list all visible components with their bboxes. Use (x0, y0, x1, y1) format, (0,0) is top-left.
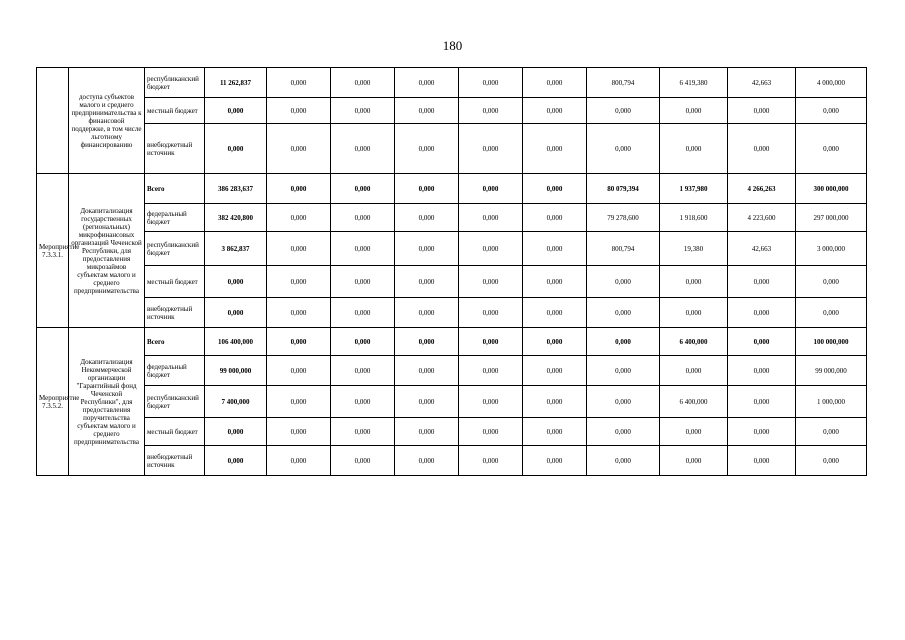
total-cell: 0,000 (205, 124, 267, 174)
value-cell: 0,000 (587, 266, 660, 298)
value-cell: 0,000 (587, 124, 660, 174)
value-cell: 0,000 (523, 298, 587, 328)
value-cell: 0,000 (523, 124, 587, 174)
total-cell: 0,000 (205, 298, 267, 328)
value-cell: 0,000 (728, 124, 796, 174)
funding-source-cell: внебюджетный источник (145, 124, 205, 174)
value-cell: 0,000 (331, 68, 395, 98)
value-cell: 0,000 (459, 418, 523, 446)
value-cell: 0,000 (459, 298, 523, 328)
value-cell: 0,000 (395, 204, 459, 232)
value-cell: 1 918,600 (660, 204, 728, 232)
value-cell: 0,000 (395, 328, 459, 356)
measure-cell (37, 68, 69, 174)
value-cell: 0,000 (395, 386, 459, 418)
value-cell: 0,000 (523, 356, 587, 386)
value-cell: 0,000 (395, 418, 459, 446)
value-cell: 4 223,600 (728, 204, 796, 232)
value-cell: 0,000 (267, 298, 331, 328)
funding-source-cell: республиканский бюджет (145, 232, 205, 266)
funding-source-cell: местный бюджет (145, 266, 205, 298)
value-cell: 0,000 (267, 68, 331, 98)
value-cell: 0,000 (459, 174, 523, 204)
value-cell: 0,000 (459, 328, 523, 356)
value-cell: 0,000 (728, 298, 796, 328)
value-cell: 0,000 (660, 446, 728, 476)
value-cell: 0,000 (331, 328, 395, 356)
value-cell: 0,000 (459, 232, 523, 266)
value-cell: 1 937,980 (660, 174, 728, 204)
value-cell: 0,000 (728, 98, 796, 124)
total-cell: 0,000 (205, 98, 267, 124)
value-cell: 0,000 (660, 266, 728, 298)
value-cell: 0,000 (587, 356, 660, 386)
total-cell: 3 862,837 (205, 232, 267, 266)
value-cell: 0,000 (660, 98, 728, 124)
measure-cell: Мероприятие 7.3.5.2. (37, 328, 69, 476)
value-cell: 0,000 (395, 356, 459, 386)
value-cell: 1 000,000 (796, 386, 867, 418)
description-cell (69, 328, 145, 476)
value-cell: 0,000 (523, 266, 587, 298)
value-cell: 0,000 (459, 124, 523, 174)
value-cell: 0,000 (267, 232, 331, 266)
funding-source-cell: федеральный бюджет (145, 356, 205, 386)
funding-source-cell: внебюджетный источник (145, 298, 205, 328)
total-cell: 0,000 (205, 446, 267, 476)
value-cell: 0,000 (459, 386, 523, 418)
value-cell: 0,000 (523, 418, 587, 446)
value-cell: 0,000 (331, 418, 395, 446)
value-cell: 0,000 (395, 266, 459, 298)
value-cell: 0,000 (796, 98, 867, 124)
value-cell: 0,000 (587, 328, 660, 356)
value-cell: 0,000 (796, 124, 867, 174)
value-cell: 0,000 (267, 204, 331, 232)
budget-table (36, 67, 867, 476)
value-cell: 0,000 (395, 124, 459, 174)
value-cell: 0,000 (331, 446, 395, 476)
funding-source-cell: федеральный бюджет (145, 204, 205, 232)
table-row (37, 386, 867, 418)
description-cell (69, 68, 145, 174)
table-row (37, 356, 867, 386)
value-cell: 300 000,000 (796, 174, 867, 204)
value-cell: 79 278,600 (587, 204, 660, 232)
total-cell: 99 000,000 (205, 356, 267, 386)
table-row (37, 328, 867, 356)
value-cell: 100 000,000 (796, 328, 867, 356)
value-cell: 0,000 (267, 446, 331, 476)
funding-source-cell: местный бюджет (145, 98, 205, 124)
value-cell: 6 400,000 (660, 386, 728, 418)
value-cell: 0,000 (796, 298, 867, 328)
value-cell: 0,000 (796, 418, 867, 446)
value-cell: 0,000 (523, 386, 587, 418)
value-cell: 0,000 (523, 204, 587, 232)
value-cell: 0,000 (331, 266, 395, 298)
value-cell: 0,000 (660, 418, 728, 446)
table-row (37, 204, 867, 232)
value-cell: 0,000 (395, 446, 459, 476)
description-cell (69, 174, 145, 328)
funding-source-cell: Всего (145, 174, 205, 204)
value-cell: 0,000 (459, 68, 523, 98)
value-cell: 0,000 (395, 68, 459, 98)
table-row (37, 124, 867, 174)
value-cell: 19,380 (660, 232, 728, 266)
value-cell: 0,000 (267, 124, 331, 174)
value-cell: 0,000 (587, 446, 660, 476)
value-cell: 0,000 (523, 98, 587, 124)
value-cell: 80 079,394 (587, 174, 660, 204)
value-cell: 0,000 (331, 356, 395, 386)
value-cell: 0,000 (660, 356, 728, 386)
value-cell: 0,000 (459, 266, 523, 298)
total-cell: 7 400,000 (205, 386, 267, 418)
value-cell: 0,000 (267, 174, 331, 204)
table-row (37, 174, 867, 204)
value-cell: 0,000 (523, 328, 587, 356)
value-cell: 0,000 (587, 386, 660, 418)
description-text: доступа субъектов малого и среднего предпринимательства к финансовой поддержке, в том числе льготному финансированию (71, 92, 142, 149)
value-cell: 0,000 (728, 386, 796, 418)
value-cell: 0,000 (523, 68, 587, 98)
description-text: Докапитализация Некоммерческой организации "Гарантийный фонд Чеченской Республики", для предоставления поручительства субъектам малого и среднего предпринимательства (74, 357, 139, 446)
value-cell: 42,663 (728, 68, 796, 98)
table-row (37, 418, 867, 446)
description-text: Докапитализация государственных (региональных) микрофинансовых организаций Чеченской Республики, для предоставления микрозаймов субъектам малого и среднего предпринимательства (71, 206, 142, 295)
table-row (37, 298, 867, 328)
value-cell: 0,000 (267, 418, 331, 446)
value-cell: 0,000 (796, 446, 867, 476)
value-cell: 0,000 (587, 298, 660, 328)
table-row (37, 68, 867, 98)
value-cell: 0,000 (587, 98, 660, 124)
value-cell: 0,000 (660, 124, 728, 174)
value-cell: 42,663 (728, 232, 796, 266)
value-cell: 0,000 (395, 174, 459, 204)
value-cell: 0,000 (267, 356, 331, 386)
funding-source-cell: республиканский бюджет (145, 386, 205, 418)
funding-source-cell: республиканский бюджет (145, 68, 205, 98)
value-cell: 0,000 (523, 174, 587, 204)
value-cell: 0,000 (728, 446, 796, 476)
value-cell: 0,000 (523, 232, 587, 266)
value-cell: 6 419,380 (660, 68, 728, 98)
funding-source-cell: Всего (145, 328, 205, 356)
total-cell: 386 283,637 (205, 174, 267, 204)
value-cell: 0,000 (267, 328, 331, 356)
value-cell: 0,000 (331, 204, 395, 232)
value-cell: 0,000 (796, 266, 867, 298)
value-cell: 800,794 (587, 68, 660, 98)
value-cell: 4 266,263 (728, 174, 796, 204)
value-cell: 99 000,000 (796, 356, 867, 386)
value-cell: 3 000,000 (796, 232, 867, 266)
value-cell: 0,000 (331, 174, 395, 204)
value-cell: 0,000 (459, 98, 523, 124)
value-cell: 0,000 (267, 98, 331, 124)
table-row (37, 266, 867, 298)
value-cell: 0,000 (459, 204, 523, 232)
value-cell: 800,794 (587, 232, 660, 266)
table-row (37, 98, 867, 124)
value-cell: 0,000 (728, 266, 796, 298)
value-cell: 0,000 (660, 298, 728, 328)
value-cell: 4 000,000 (796, 68, 867, 98)
value-cell: 0,000 (395, 298, 459, 328)
measure-cell: Мероприятие 7.3.3.1. (37, 174, 69, 328)
value-cell: 0,000 (728, 356, 796, 386)
value-cell: 0,000 (267, 266, 331, 298)
value-cell: 0,000 (331, 232, 395, 266)
value-cell: 0,000 (395, 232, 459, 266)
value-cell: 0,000 (459, 356, 523, 386)
value-cell: 0,000 (331, 386, 395, 418)
total-cell: 11 262,837 (205, 68, 267, 98)
funding-source-cell: местный бюджет (145, 418, 205, 446)
value-cell: 0,000 (395, 98, 459, 124)
page-number: 180 (442, 38, 463, 53)
value-cell: 0,000 (267, 386, 331, 418)
funding-source-cell: внебюджетный источник (145, 446, 205, 476)
table-row (37, 232, 867, 266)
total-cell: 106 400,000 (205, 328, 267, 356)
value-cell: 6 400,000 (660, 328, 728, 356)
value-cell: 0,000 (331, 98, 395, 124)
value-cell: 0,000 (459, 446, 523, 476)
value-cell: 0,000 (728, 328, 796, 356)
value-cell: 0,000 (331, 298, 395, 328)
value-cell: 0,000 (587, 418, 660, 446)
value-cell: 297 000,000 (796, 204, 867, 232)
total-cell: 382 420,800 (205, 204, 267, 232)
table-row (37, 446, 867, 476)
value-cell: 0,000 (728, 418, 796, 446)
value-cell: 0,000 (331, 124, 395, 174)
total-cell: 0,000 (205, 266, 267, 298)
total-cell: 0,000 (205, 418, 267, 446)
value-cell: 0,000 (523, 446, 587, 476)
